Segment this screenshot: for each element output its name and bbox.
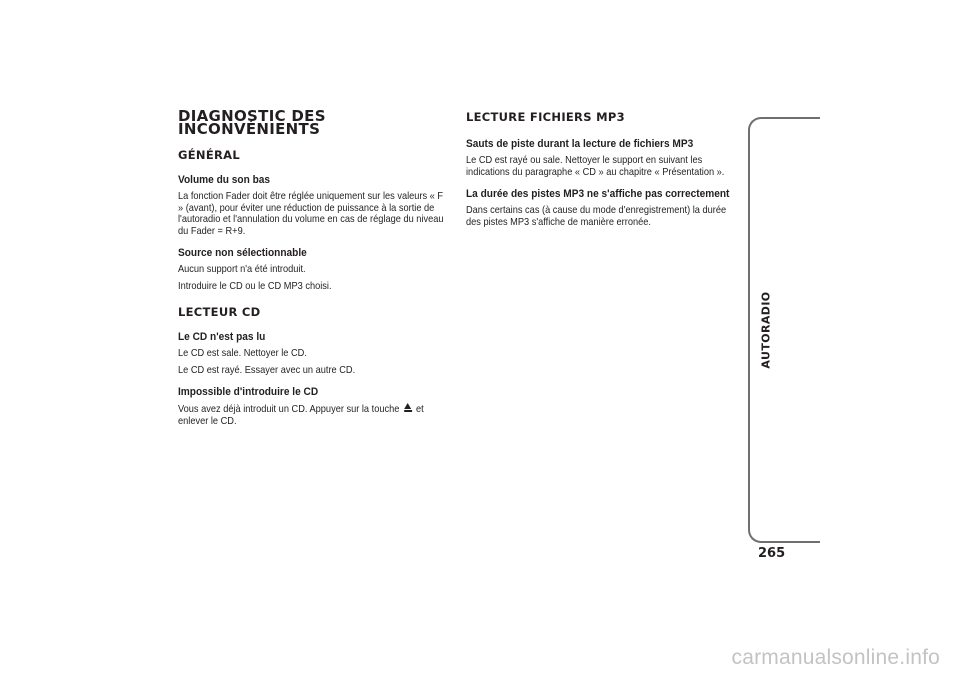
issue-heading: Sauts de piste durant la lecture de fichiers MP3 <box>466 138 694 150</box>
issue-heading: La durée des pistes MP3 ne s'affiche pas correctement <box>466 188 730 200</box>
page-title <box>178 107 450 138</box>
issue-heading: Source non sélectionnable <box>178 247 307 259</box>
issue-heading: Impossible d'introduire le CD <box>178 386 319 398</box>
section-heading-cd-player: LECTEUR CD <box>178 305 261 319</box>
right-column <box>466 110 744 238</box>
watermark: carmanualsonline.info <box>731 646 940 669</box>
issue-text-before: Vous avez déjà introduit un CD. Appuyer sur la touche <box>178 403 400 415</box>
issue-mp3-skips <box>466 138 744 178</box>
issue-text: La fonction Fader doit être réglée uniquement sur les valeurs « F » (avant), pour éviter une réduction de puissance à la sortie de l'autoradio et l'annulation du volume en cas de réglage du niveau du Fader = R+9. <box>178 190 444 237</box>
issue-cannot-insert <box>178 386 450 427</box>
section-heading-general: GÉNÉRAL <box>178 148 240 162</box>
page-title-line-1: DIAGNOSTIC DES <box>178 107 326 125</box>
issue-text-after: et enlever le CD. <box>178 403 424 427</box>
issue-text: Le CD est rayé. Essayer avec un autre CD. <box>178 363 356 376</box>
issue-text: Dans certains cas (à cause du mode d'enregistrement) la durée des pistes MP3 s'affiche de manière erronée. <box>466 204 727 228</box>
page-title-line-2: INCONVÉNIENTS <box>178 120 321 138</box>
issue-heading: Le CD n'est pas lu <box>178 331 266 343</box>
issue-mp3-duration <box>466 188 744 228</box>
eject-icon <box>404 403 412 413</box>
issue-source <box>178 247 450 292</box>
left-column <box>178 107 450 437</box>
issue-text: Le CD est rayé ou sale. Nettoyer le support en suivant les indications du paragraphe « CD » au chapitre « Présentation ». <box>466 154 725 178</box>
issue-heading: Volume du son bas <box>178 174 271 186</box>
issue-text: Le CD est sale. Nettoyer le CD. <box>178 347 307 359</box>
issue-text <box>178 403 448 427</box>
issue-text: Introduire le CD ou le CD MP3 choisi. <box>178 279 332 292</box>
chapter-tab-label: AUTORADIO <box>759 291 773 369</box>
page-number: 265 <box>758 546 786 561</box>
issue-text: Aucun support n'a été introduit. <box>178 263 306 275</box>
section-heading-mp3: LECTURE FICHIERS MP3 <box>466 110 625 124</box>
issue-volume <box>178 174 450 237</box>
issue-cd-not-read <box>178 331 450 376</box>
